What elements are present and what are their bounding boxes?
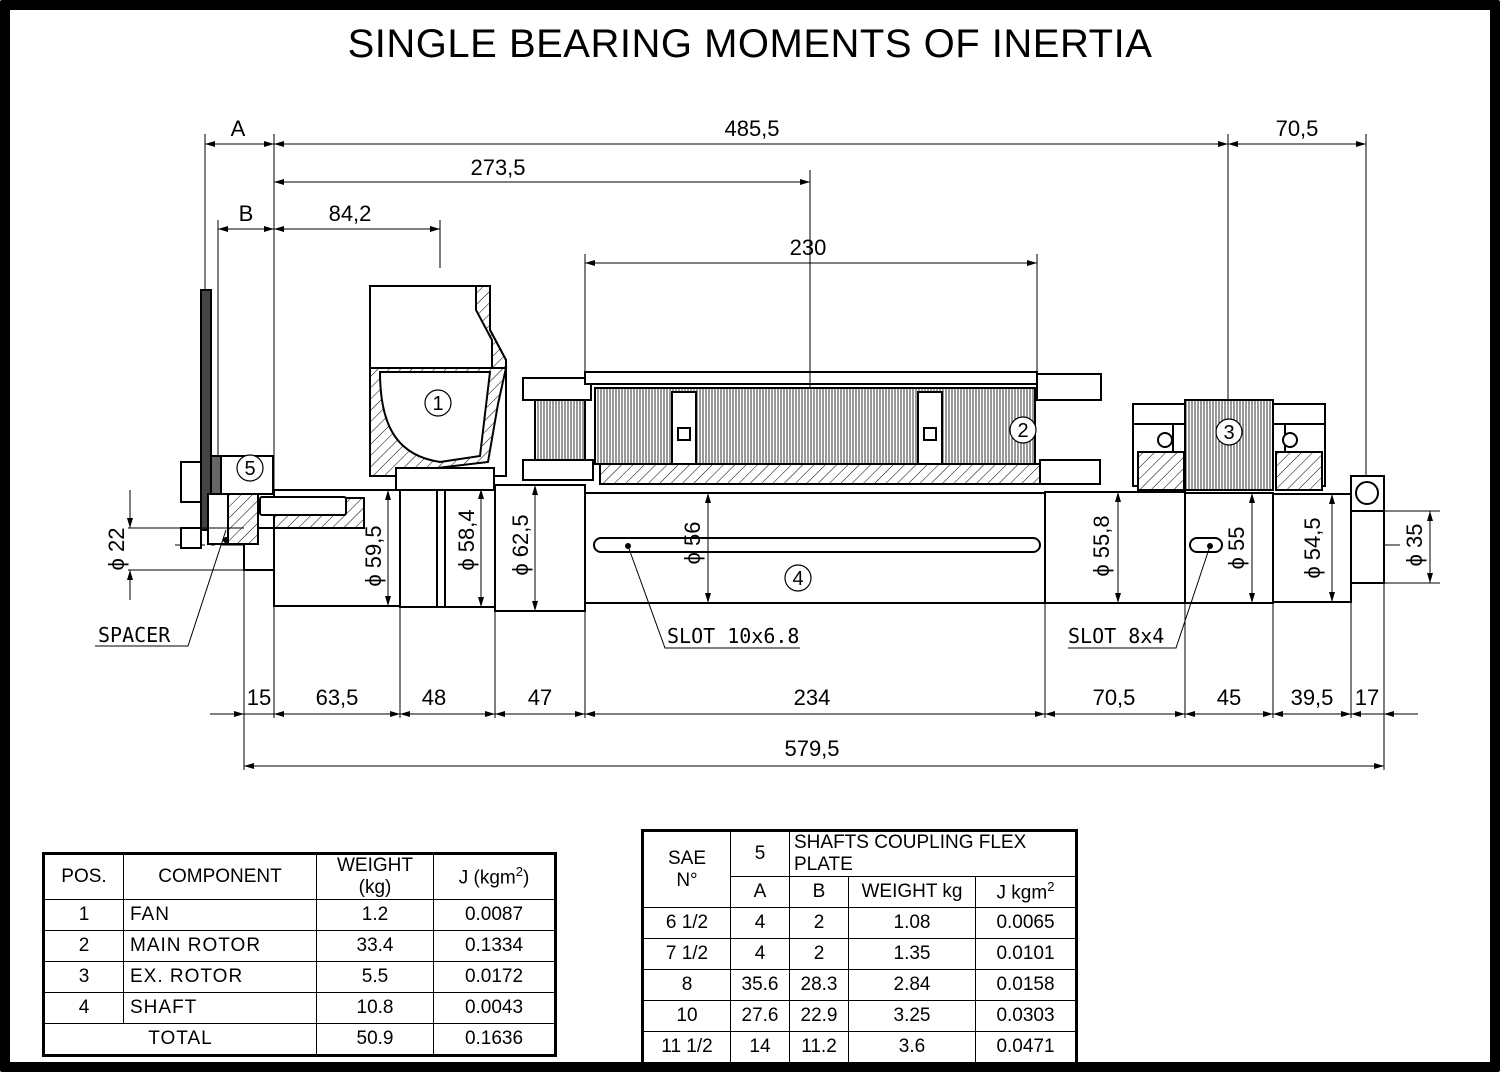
cell-sae: 11 1/2	[644, 1032, 731, 1063]
dia-58-4: ϕ 58,4	[454, 509, 479, 571]
cell-sae: 7 1/2	[644, 939, 731, 970]
cell-pos: 2	[45, 931, 124, 962]
cell-component: FAN	[124, 900, 317, 931]
dia-55: ϕ 55	[1224, 526, 1249, 570]
dia-22: ϕ 22	[104, 527, 129, 571]
cell-b: 2	[790, 939, 849, 970]
components-table	[44, 854, 555, 1055]
dim-bottom-5: 234	[793, 685, 831, 710]
table-row	[45, 900, 555, 931]
coupling-heading: SHAFTS COUPLING FLEX PLATE	[790, 832, 1076, 877]
coupling-header-row-1	[644, 832, 1076, 877]
col-inertia: J (kgm$^2$)	[434, 855, 555, 900]
sae-label: SAE	[667, 847, 707, 869]
col-weight-kg: WEIGHT kg	[849, 877, 976, 908]
cell-component: MAIN ROTOR	[124, 931, 317, 962]
table-row	[644, 1001, 1076, 1032]
cell-weight: 1.08	[849, 908, 976, 939]
cell-pos: 4	[45, 993, 124, 1024]
dim-a: A	[230, 116, 246, 141]
cell-weight: 3.25	[849, 1001, 976, 1032]
dim-bottom-2: 63,5	[315, 685, 359, 710]
cell-j: 0.0065	[976, 908, 1076, 939]
end-bearing	[1351, 476, 1384, 511]
dia-59-5: ϕ 59,5	[361, 525, 386, 587]
coupling-pos: 5	[731, 832, 790, 877]
cell-sae: 6 1/2	[644, 908, 731, 939]
cell-b: 22.9	[790, 1001, 849, 1032]
dim-273: 273,5	[470, 155, 526, 180]
cell-weight: 33.4	[317, 931, 434, 962]
cell-weight: 3.6	[849, 1032, 976, 1063]
dia-56: ϕ 56	[680, 521, 705, 565]
dim-230: 230	[789, 235, 827, 260]
drawing-title: SINGLE BEARING MOMENTS OF INERTIA	[347, 22, 1153, 66]
slot-label-2: SLOT 8x4	[1068, 624, 1165, 648]
cell-b: 28.3	[790, 970, 849, 1001]
dim-bottom-1: 15	[246, 685, 272, 710]
shaft	[244, 485, 1384, 611]
cell-pos: 1	[45, 900, 124, 931]
cell-a: 4	[731, 939, 790, 970]
cell-inertia: 0.0087	[434, 900, 555, 931]
position-label-3: 3	[1223, 422, 1235, 444]
table-row	[644, 1032, 1076, 1063]
components-header-row	[45, 855, 555, 900]
cell-component: SHAFT	[124, 993, 317, 1024]
cell-j: 0.0303	[976, 1001, 1076, 1032]
table-row	[45, 993, 555, 1024]
position-label-1: 1	[432, 393, 444, 415]
cell-inertia: 0.0043	[434, 993, 555, 1024]
sae-number-label: N°	[676, 869, 698, 891]
col-pos: POS.	[45, 855, 124, 900]
cell-sae: 8	[644, 970, 731, 1001]
col-component: COMPONENT	[124, 855, 317, 900]
cell-a: 35.6	[731, 970, 790, 1001]
cell-inertia: 0.1334	[434, 931, 555, 962]
col-j: J kgm$^2$	[976, 877, 1076, 908]
cell-weight: 1.2	[317, 900, 434, 931]
dia-35: ϕ 35	[1402, 523, 1427, 567]
cell-weight: 5.5	[317, 962, 434, 993]
dim-b: B	[238, 201, 254, 226]
dim-84: 84,2	[328, 201, 372, 226]
dim-70-top: 70,5	[1275, 116, 1319, 141]
cell-weight: 1.35	[849, 939, 976, 970]
dim-bottom-6: 70,5	[1092, 685, 1136, 710]
fan	[370, 286, 506, 490]
dim-485: 485,5	[724, 116, 780, 141]
dim-bottom-3: 48	[421, 685, 447, 710]
col-a: A	[731, 877, 790, 908]
dia-55-8: ϕ 55,8	[1089, 515, 1114, 577]
cell-j: 0.0158	[976, 970, 1076, 1001]
table-row	[45, 931, 555, 962]
table-row	[45, 962, 555, 993]
dim-overall: 579,5	[784, 736, 840, 761]
cell-total-weight: 50.9	[317, 1024, 434, 1055]
cell-component: EX. ROTOR	[124, 962, 317, 993]
dim-bottom-8: 39,5	[1290, 685, 1334, 710]
col-sae	[644, 832, 731, 908]
total-row	[45, 1024, 555, 1055]
cell-inertia: 0.0172	[434, 962, 555, 993]
dim-bottom-7: 45	[1216, 685, 1242, 710]
coupling-table	[643, 831, 1076, 1063]
position-label-5: 5	[244, 458, 256, 480]
table-row	[644, 970, 1076, 1001]
cell-a: 14	[731, 1032, 790, 1063]
col-weight: WEIGHT (kg)	[317, 855, 434, 900]
cell-j: 0.0101	[976, 939, 1076, 970]
position-label-4: 4	[792, 568, 804, 590]
cell-a: 4	[731, 908, 790, 939]
dia-54-5: ϕ 54,5	[1300, 517, 1325, 579]
cell-b: 2	[790, 908, 849, 939]
cell-weight: 10.8	[317, 993, 434, 1024]
table-row	[644, 908, 1076, 939]
table-row	[644, 939, 1076, 970]
cell-b: 11.2	[790, 1032, 849, 1063]
col-b: B	[790, 877, 849, 908]
dim-bottom-9: 17	[1354, 685, 1380, 710]
cell-weight: 2.84	[849, 970, 976, 1001]
dim-bottom-4: 47	[527, 685, 553, 710]
cell-total-inertia: 0.1636	[434, 1024, 555, 1055]
cell-pos: 3	[45, 962, 124, 993]
position-label-2: 2	[1017, 420, 1029, 442]
spacer-label: SPACER	[98, 623, 171, 647]
cell-j: 0.0471	[976, 1032, 1076, 1063]
cell-total-label: TOTAL	[45, 1024, 317, 1055]
dia-62-5: ϕ 62,5	[508, 514, 533, 576]
cell-a: 27.6	[731, 1001, 790, 1032]
cell-sae: 10	[644, 1001, 731, 1032]
slot-label-1: SLOT 10x6.8	[667, 624, 800, 648]
